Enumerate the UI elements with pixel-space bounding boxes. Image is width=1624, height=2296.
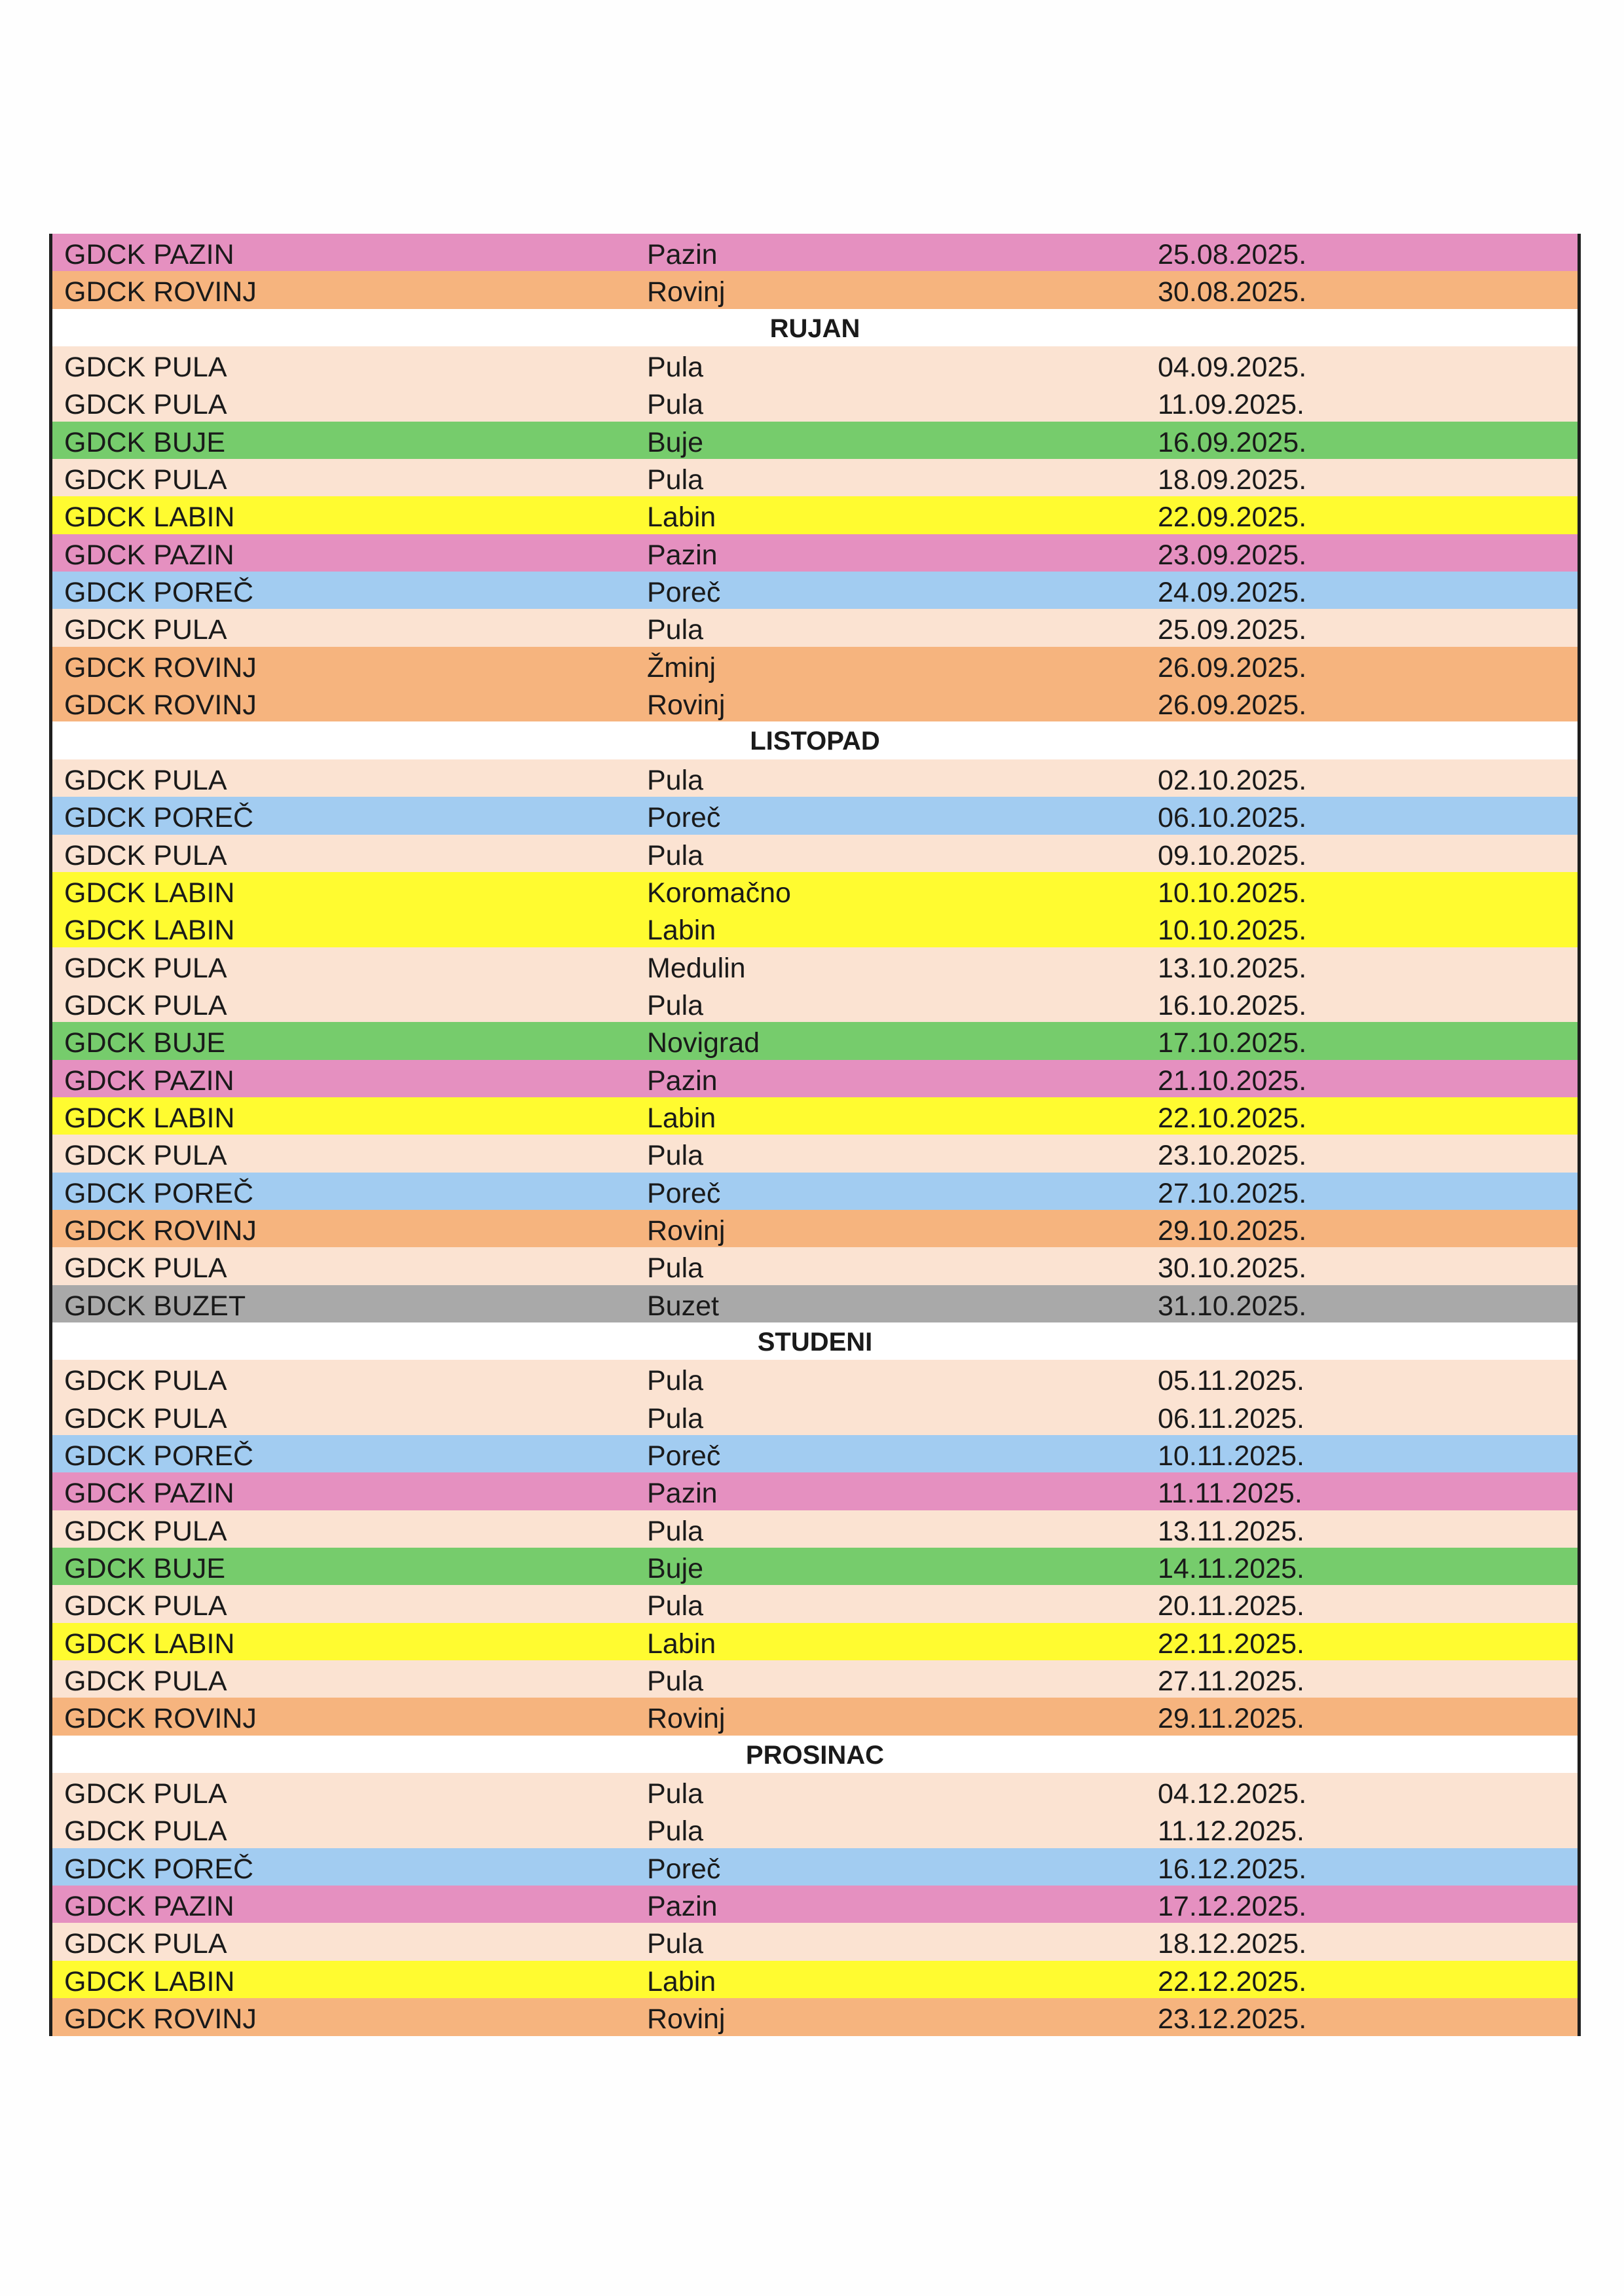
location-cell: Poreč (647, 1177, 721, 1209)
location-cell: Rovinj (647, 276, 726, 308)
date-cell: 11.11.2025. (1158, 1478, 1302, 1510)
date-cell: 13.11.2025. (1158, 1515, 1304, 1547)
table-row (52, 647, 1578, 684)
table-row (52, 1060, 1578, 1097)
organization-cell: GDCK PULA (64, 952, 227, 984)
organization-cell: GDCK BUJE (64, 1553, 226, 1585)
date-cell: 16.10.2025. (1158, 989, 1307, 1021)
date-cell: 10.11.2025. (1158, 1440, 1304, 1472)
location-cell: Pazin (647, 239, 718, 270)
table-row (52, 1135, 1578, 1172)
table-row (52, 534, 1578, 572)
organization-cell: GDCK PULA (64, 614, 227, 646)
organization-cell: GDCK ROVINJ (64, 1214, 257, 1247)
table-row (52, 1097, 1578, 1135)
table-row (52, 1585, 1578, 1622)
organization-cell: GDCK PULA (64, 1666, 227, 1698)
table-row (52, 1510, 1578, 1548)
location-cell: Poreč (647, 1440, 721, 1472)
organization-cell: GDCK ROVINJ (64, 2003, 257, 2035)
date-cell: 17.12.2025. (1158, 1891, 1307, 1923)
organization-cell: GDCK LABIN (64, 877, 235, 909)
location-cell: Labin (647, 1102, 716, 1134)
date-cell: 18.12.2025. (1158, 1928, 1307, 1960)
table-row (52, 572, 1578, 609)
location-cell: Pula (647, 1666, 704, 1698)
date-cell: 04.12.2025. (1158, 1778, 1307, 1810)
organization-cell: GDCK ROVINJ (64, 276, 257, 308)
table-row (52, 346, 1578, 384)
location-cell: Poreč (647, 1853, 721, 1885)
organization-cell: GDCK LABIN (64, 501, 235, 534)
table-row (52, 1022, 1578, 1059)
location-cell: Žminj (647, 651, 716, 683)
table-row (52, 1435, 1578, 1472)
location-cell: Pula (647, 1402, 704, 1434)
organization-cell: GDCK PULA (64, 764, 227, 796)
table-row (52, 1998, 1578, 2035)
date-cell: 22.11.2025. (1158, 1628, 1304, 1660)
location-cell: Buje (647, 1553, 704, 1585)
organization-cell: GDCK ROVINJ (64, 651, 257, 683)
date-cell: 30.08.2025. (1158, 276, 1307, 308)
date-cell: 13.10.2025. (1158, 952, 1307, 984)
location-cell: Pula (647, 989, 704, 1021)
date-cell: 22.10.2025. (1158, 1102, 1307, 1134)
date-cell: 20.11.2025. (1158, 1590, 1304, 1622)
organization-cell: GDCK LABIN (64, 1965, 235, 1997)
date-cell: 09.10.2025. (1158, 839, 1307, 871)
date-cell: 11.09.2025. (1158, 389, 1304, 421)
date-cell: 04.09.2025. (1158, 352, 1307, 384)
location-cell: Labin (647, 915, 716, 947)
location-cell: Rovinj (647, 2003, 726, 2035)
location-cell: Pula (647, 1590, 704, 1622)
location-cell: Buje (647, 426, 704, 458)
date-cell: 02.10.2025. (1158, 764, 1307, 796)
table-row (52, 1698, 1578, 1735)
date-cell: 27.10.2025. (1158, 1177, 1307, 1209)
organization-cell: GDCK BUJE (64, 426, 226, 458)
organization-cell: GDCK POREČ (64, 802, 254, 834)
table-row (52, 1923, 1578, 1960)
organization-cell: GDCK POREČ (64, 577, 254, 609)
date-cell: 24.09.2025. (1158, 577, 1307, 609)
month-header: LISTOPAD (750, 727, 880, 756)
table-row (52, 1660, 1578, 1698)
table-row (52, 1360, 1578, 1397)
location-cell: Koromačno (647, 877, 791, 909)
date-cell: 05.11.2025. (1158, 1365, 1304, 1397)
date-cell: 29.11.2025. (1158, 1703, 1304, 1735)
table-row (52, 1472, 1578, 1510)
table-row (52, 1623, 1578, 1660)
location-cell: Pula (647, 1365, 704, 1397)
table-row (52, 1773, 1578, 1810)
date-cell: 27.11.2025. (1158, 1666, 1304, 1698)
organization-cell: GDCK PULA (64, 989, 227, 1021)
table-row (52, 1285, 1578, 1322)
date-cell: 18.09.2025. (1158, 464, 1307, 496)
organization-cell: GDCK PULA (64, 1815, 227, 1848)
table-row (52, 234, 1578, 271)
location-cell: Pula (647, 764, 704, 796)
date-cell: 23.10.2025. (1158, 1140, 1307, 1172)
date-cell: 26.09.2025. (1158, 689, 1307, 721)
date-cell: 11.12.2025. (1158, 1815, 1304, 1848)
location-cell: Poreč (647, 577, 721, 609)
table-row (52, 1210, 1578, 1247)
month-header-row (52, 309, 1578, 346)
date-cell: 16.09.2025. (1158, 426, 1307, 458)
month-header-row (52, 721, 1578, 759)
location-cell: Pazin (647, 539, 718, 571)
organization-cell: GDCK ROVINJ (64, 689, 257, 721)
organization-cell: GDCK PAZIN (64, 239, 234, 270)
organization-cell: GDCK PULA (64, 1928, 227, 1960)
month-header-row (52, 1322, 1578, 1360)
table-row (52, 1848, 1578, 1886)
organization-cell: GDCK LABIN (64, 1102, 235, 1134)
month-header: STUDENI (757, 1327, 873, 1357)
table-row (52, 947, 1578, 985)
organization-cell: GDCK PAZIN (64, 1478, 234, 1510)
organization-cell: GDCK PULA (64, 1515, 227, 1547)
location-cell: Labin (647, 1628, 716, 1660)
date-cell: 26.09.2025. (1158, 651, 1307, 683)
location-cell: Pula (647, 389, 704, 421)
table-row (52, 797, 1578, 834)
organization-cell: GDCK LABIN (64, 915, 235, 947)
location-cell: Pula (647, 839, 704, 871)
location-cell: Pula (647, 1928, 704, 1960)
table-row (52, 384, 1578, 421)
organization-cell: GDCK PULA (64, 352, 227, 384)
location-cell: Rovinj (647, 1214, 726, 1247)
table-row (52, 422, 1578, 459)
table-row (52, 1810, 1578, 1848)
location-cell: Medulin (647, 952, 746, 984)
table-row (52, 684, 1578, 721)
date-cell: 21.10.2025. (1158, 1065, 1307, 1097)
organization-cell: GDCK PAZIN (64, 539, 234, 571)
location-cell: Pula (647, 352, 704, 384)
location-cell: Buzet (647, 1290, 719, 1322)
location-cell: Pula (647, 614, 704, 646)
date-cell: 14.11.2025. (1158, 1553, 1304, 1585)
date-cell: 10.10.2025. (1158, 877, 1307, 909)
organization-cell: GDCK PULA (64, 389, 227, 421)
location-cell: Pula (647, 1815, 704, 1848)
date-cell: 06.11.2025. (1158, 1402, 1304, 1434)
location-cell: Pula (647, 464, 704, 496)
organization-cell: GDCK PULA (64, 1590, 227, 1622)
location-cell: Pazin (647, 1891, 718, 1923)
table-row (52, 1886, 1578, 1923)
location-cell: Rovinj (647, 1703, 726, 1735)
table-row (52, 1247, 1578, 1285)
table-row (52, 271, 1578, 308)
date-cell: 16.12.2025. (1158, 1853, 1307, 1885)
table-row (52, 835, 1578, 872)
organization-cell: GDCK LABIN (64, 1628, 235, 1660)
table-row (52, 496, 1578, 534)
date-cell: 10.10.2025. (1158, 915, 1307, 947)
organization-cell: GDCK BUZET (64, 1290, 246, 1322)
location-cell: Labin (647, 1965, 716, 1997)
organization-cell: GDCK PULA (64, 839, 227, 871)
organization-cell: GDCK PULA (64, 1365, 227, 1397)
organization-cell: GDCK POREČ (64, 1440, 254, 1472)
organization-cell: GDCK PULA (64, 1140, 227, 1172)
organization-cell: GDCK PULA (64, 464, 227, 496)
month-header: PROSINAC (745, 1740, 885, 1770)
location-cell: Pazin (647, 1065, 718, 1097)
table-row (52, 909, 1578, 947)
table-row (52, 609, 1578, 646)
organization-cell: GDCK POREČ (64, 1177, 254, 1209)
location-cell: Pazin (647, 1478, 718, 1510)
location-cell: Pula (647, 1140, 704, 1172)
organization-cell: GDCK BUJE (64, 1027, 226, 1059)
location-cell: Pula (647, 1515, 704, 1547)
organization-cell: GDCK ROVINJ (64, 1703, 257, 1735)
organization-cell: GDCK PULA (64, 1402, 227, 1434)
location-cell: Pula (647, 1778, 704, 1810)
month-header-row (52, 1736, 1578, 1773)
table-row (52, 1173, 1578, 1210)
organization-cell: GDCK PULA (64, 1252, 227, 1285)
table-row (52, 459, 1578, 496)
location-cell: Poreč (647, 802, 721, 834)
date-cell: 22.09.2025. (1158, 501, 1307, 534)
date-cell: 23.09.2025. (1158, 539, 1307, 571)
location-cell: Novigrad (647, 1027, 760, 1059)
organization-cell: GDCK PULA (64, 1778, 227, 1810)
date-cell: 22.12.2025. (1158, 1965, 1307, 1997)
month-header: RUJAN (769, 314, 860, 343)
table-row (52, 1398, 1578, 1435)
date-cell: 06.10.2025. (1158, 802, 1307, 834)
date-cell: 25.08.2025. (1158, 239, 1307, 270)
location-cell: Rovinj (647, 689, 726, 721)
date-cell: 29.10.2025. (1158, 1214, 1307, 1247)
date-cell: 17.10.2025. (1158, 1027, 1307, 1059)
table-row (52, 1961, 1578, 1998)
organization-cell: GDCK POREČ (64, 1853, 254, 1885)
date-cell: 31.10.2025. (1158, 1290, 1307, 1322)
organization-cell: GDCK PAZIN (64, 1891, 234, 1923)
table-row (52, 759, 1578, 797)
location-cell: Labin (647, 501, 716, 534)
table-row (52, 985, 1578, 1022)
date-cell: 30.10.2025. (1158, 1252, 1307, 1285)
date-cell: 23.12.2025. (1158, 2003, 1307, 2035)
table-row (52, 872, 1578, 909)
table-row (52, 1548, 1578, 1585)
organization-cell: GDCK PAZIN (64, 1065, 234, 1097)
schedule-table (49, 234, 1581, 2036)
date-cell: 25.09.2025. (1158, 614, 1307, 646)
location-cell: Pula (647, 1252, 704, 1285)
